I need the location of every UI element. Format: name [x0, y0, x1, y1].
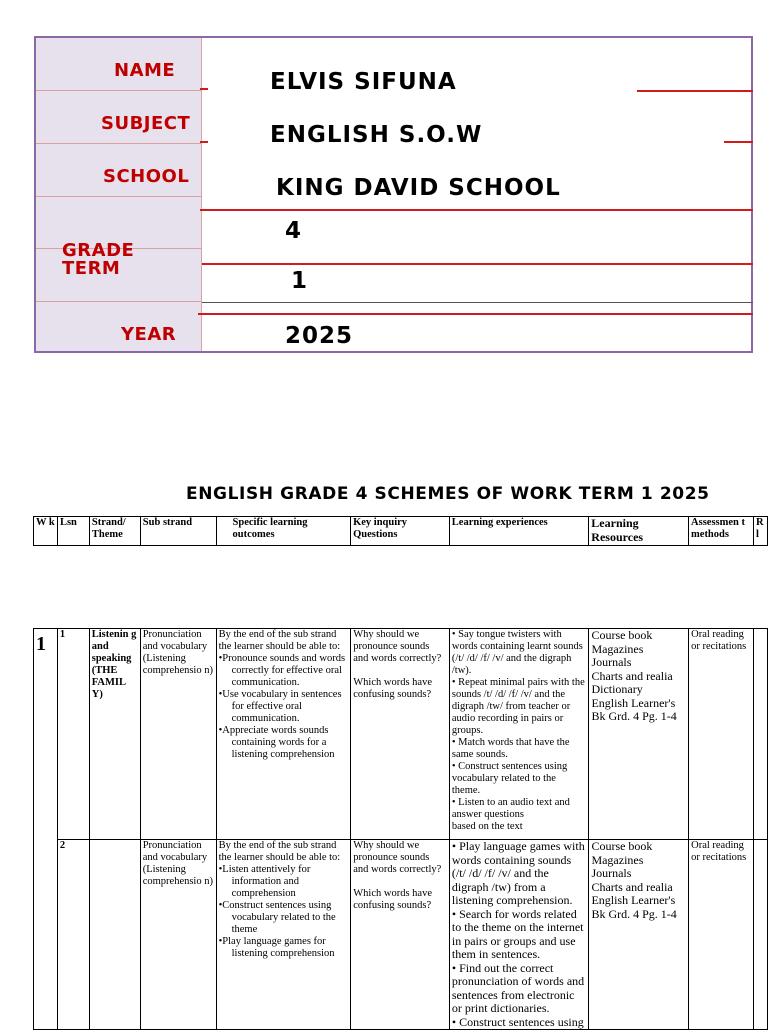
resources-cell — [589, 629, 689, 840]
strand-cell: Listenin g and speaking (THE FAMIL Y) — [89, 629, 140, 840]
reflection-cell — [753, 629, 767, 840]
divider — [202, 302, 753, 303]
term-label-clip — [62, 258, 172, 279]
outcome-item: •Appreciate words sounds containing words for a listening comprehension — [218, 725, 335, 760]
grade-label-clip — [62, 240, 172, 261]
substrand-cell: Pronunciation and vocabulary (Listening comprehensio n) — [140, 840, 216, 1030]
lesson-number: 1 — [57, 629, 89, 840]
col-strand: Strand/ Theme — [89, 517, 140, 546]
experience-item: based on the text — [451, 821, 523, 832]
col-week: W k — [34, 517, 58, 546]
resource-item: Charts and realia — [591, 668, 673, 683]
red-line — [202, 263, 753, 265]
experiences-cell — [449, 629, 589, 840]
lesson-number: 2 — [57, 840, 89, 1030]
resource-item: Magazines — [591, 852, 644, 867]
experience-item: • Construct sentences using — [451, 1014, 584, 1029]
col-questions: Key inquiry Questions — [351, 517, 450, 546]
outcome-item: •Play language games for listening comprehension — [218, 936, 335, 959]
experience-item: • Say tongue twisters with words containing learnt sounds (/t/ /d/ /f/ /v/ and the digraph /tw). — [451, 629, 583, 676]
scheme-body-table — [33, 628, 768, 1030]
red-line — [200, 141, 208, 143]
document-title: ENGLISH GRADE 4 SCHEMES OF WORK TERM 1 2025 — [186, 484, 710, 504]
resource-item: Course book — [591, 839, 653, 853]
school-value: KING DAVID SCHOOL — [276, 175, 561, 201]
experience-item: • Search for words related to the theme on the internet in pairs or groups and use them in sentences. — [451, 906, 584, 961]
reflection-cell — [753, 840, 767, 1030]
resources-cell — [589, 840, 689, 1030]
outcome-item: •Pronounce sounds and words correctly for effective oral communication. — [218, 653, 346, 688]
resource-item: English Learner's Bk Grd. 4 Pg. 1-4 — [591, 695, 677, 723]
experience-item: • Match words that have the same sounds. — [451, 737, 570, 760]
red-line — [200, 88, 208, 90]
outcomes-cell — [216, 840, 351, 1030]
questions-cell — [351, 629, 450, 840]
subject-label: SUBJECT — [101, 113, 191, 134]
red-line — [637, 90, 753, 92]
questions-cell — [351, 840, 450, 1030]
grade-label: GRADE — [62, 240, 135, 261]
week-number: 1 — [34, 629, 58, 1030]
info-box — [34, 36, 753, 353]
experience-item: • Construct sentences using vocabulary related to the theme. — [451, 761, 568, 796]
grade-value: 4 — [285, 218, 303, 244]
year-value: 2025 — [285, 323, 354, 349]
table-row — [34, 840, 768, 1030]
question-item: Which words have confusing sounds? — [353, 677, 432, 700]
outcomes-intro: By the end of the sub strand the learner should be able to: — [218, 840, 341, 863]
experience-item: • Repeat minimal pairs with the sounds /t/ /d/ /f/ /v/ and the digraph /tw/ from teacher or audio recording in pairs or groups. — [451, 677, 585, 736]
resource-item: Course book — [591, 628, 653, 642]
resource-item: Dictionary — [591, 682, 643, 696]
divider — [36, 196, 202, 197]
outcome-item: •Construct sentences using vocabulary related to the theme — [218, 900, 336, 935]
substrand-cell: Pronunciation and vocabulary (Listening comprehensio n) — [140, 629, 216, 840]
name-value: ELVIS SIFUNA — [270, 69, 457, 95]
resource-item: Charts and realia — [591, 879, 673, 894]
divider — [36, 301, 202, 302]
col-experiences: Learning experiences — [449, 517, 589, 546]
red-line — [200, 209, 753, 211]
outcomes-cell — [216, 629, 351, 840]
outcomes-intro: By the end of the sub strand the learner should be able to: — [218, 629, 341, 652]
col-resources: Learning Resources — [589, 517, 689, 546]
term-label: TERM — [62, 258, 121, 279]
col-substrand: Sub strand — [140, 517, 216, 546]
red-line — [198, 313, 753, 315]
col-assessment: Assessmen t methods — [689, 517, 754, 546]
col-lesson: Lsn — [57, 517, 89, 546]
table-row — [34, 629, 768, 840]
divider — [36, 90, 202, 91]
divider — [36, 143, 202, 144]
question-item: Why should we pronounce sounds and words correctly? — [353, 629, 442, 664]
resource-item: Magazines — [591, 641, 644, 656]
term-value: 1 — [291, 268, 309, 294]
subject-value: ENGLISH S.O.W — [270, 122, 483, 148]
experience-item: • Find out the correct pronunciation of words and sentences from electronic or print dictionaries. — [451, 960, 585, 1015]
col-outcomes: Specific learning outcomes — [216, 517, 351, 546]
question-item: Why should we pronounce sounds and words correctly? — [353, 840, 442, 875]
school-label: SCHOOL — [103, 166, 190, 187]
question-item: Which words have confusing sounds? — [353, 888, 432, 911]
resource-item: Journals — [591, 655, 632, 669]
outcome-item: •Listen attentively for information and comprehension — [218, 864, 311, 899]
col-reflection: R l — [753, 517, 767, 546]
experiences-cell — [449, 840, 589, 1030]
resource-item: Journals — [591, 866, 632, 880]
resource-item: English Learner's Bk Grd. 4 Pg. 1-4 — [591, 893, 677, 921]
year-label: YEAR — [121, 324, 177, 345]
assessment-cell: Oral reading or recitations — [689, 629, 754, 840]
experience-item: • Listen to an audio text and answer questions — [451, 797, 570, 820]
red-line — [724, 141, 753, 143]
strand-cell — [89, 840, 140, 1030]
scheme-header-table — [33, 516, 768, 546]
outcome-item: •Use vocabulary in sentences for effective oral communication. — [218, 689, 342, 724]
assessment-cell: Oral reading or recitations — [689, 840, 754, 1030]
name-label: NAME — [114, 60, 176, 81]
experience-item: • Play language games with words containing sounds (/t/ /d/ /f/ /v/ and the digraph /tw) from a listening comprehension. — [451, 839, 585, 907]
info-label-column — [36, 38, 202, 351]
